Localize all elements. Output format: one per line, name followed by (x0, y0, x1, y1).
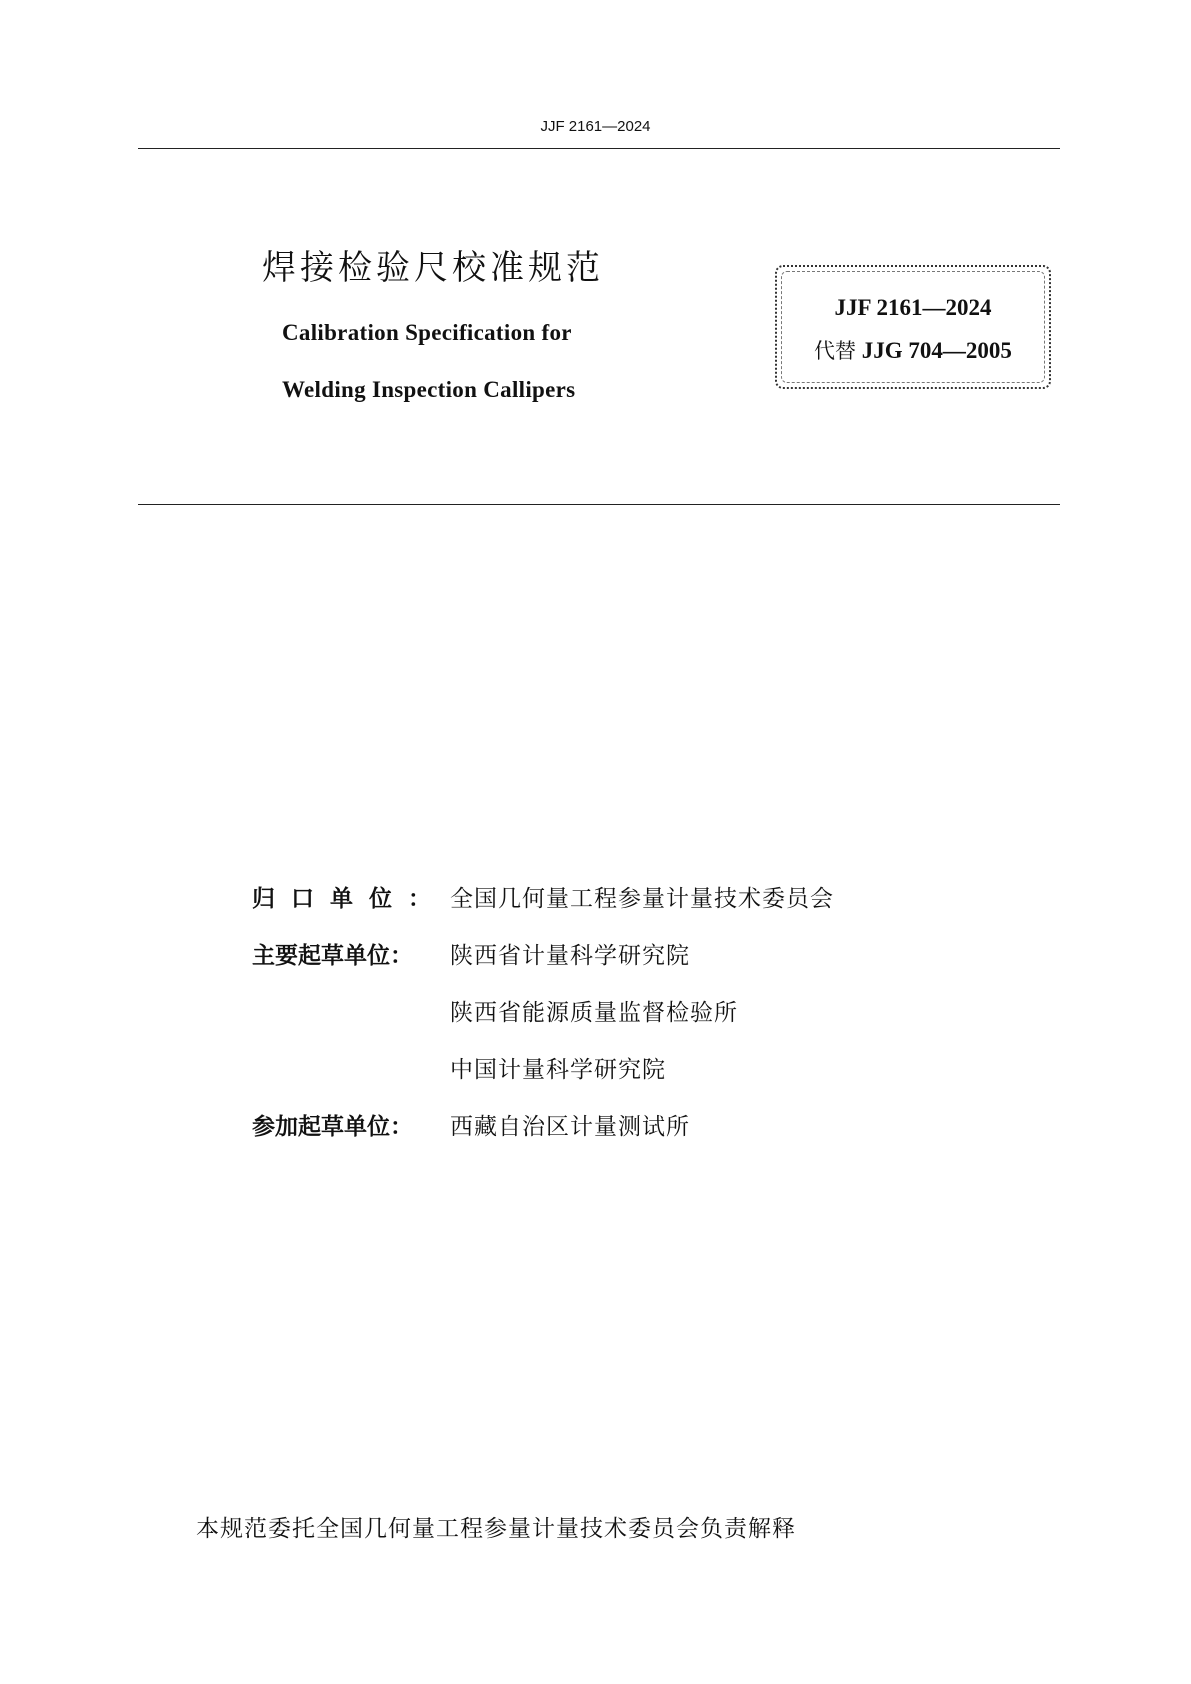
main-drafting-value: 陕西省能源质量监督检验所 (450, 1000, 738, 1026)
standard-code-box (775, 265, 1051, 389)
replaces-prefix: 代替 (814, 339, 857, 363)
interpretation-note: 本规范委托全国几何量工程参量计量技术委员会负责解释 (196, 1516, 796, 1542)
title-chinese: 焊接检验尺校准规范 (262, 248, 604, 288)
title-english-line1: Calibration Specification for (282, 320, 572, 345)
replaced-code: JJG 704—2005 (861, 338, 1012, 363)
participating-drafting-label: 参加起草单位： (252, 1114, 413, 1140)
middle-rule (138, 504, 1060, 505)
participating-drafting-value: 西藏自治区计量测试所 (450, 1114, 690, 1140)
main-drafting-value: 中国计量科学研究院 (450, 1057, 666, 1083)
main-drafting-value: 陕西省计量科学研究院 (450, 943, 690, 969)
main-drafting-label: 主要起草单位： (252, 943, 413, 969)
centralized-unit-value: 全国几何量工程参量计量技术委员会 (450, 886, 834, 912)
header-code: JJF 2161—2024 (540, 118, 651, 135)
replaces-line (777, 335, 1049, 365)
title-english-line2: Welding Inspection Callipers (282, 377, 576, 402)
centralized-unit-label: 归口单位： (252, 886, 447, 912)
standard-code: JJF 2161—2024 (834, 295, 992, 320)
top-rule (138, 148, 1060, 149)
